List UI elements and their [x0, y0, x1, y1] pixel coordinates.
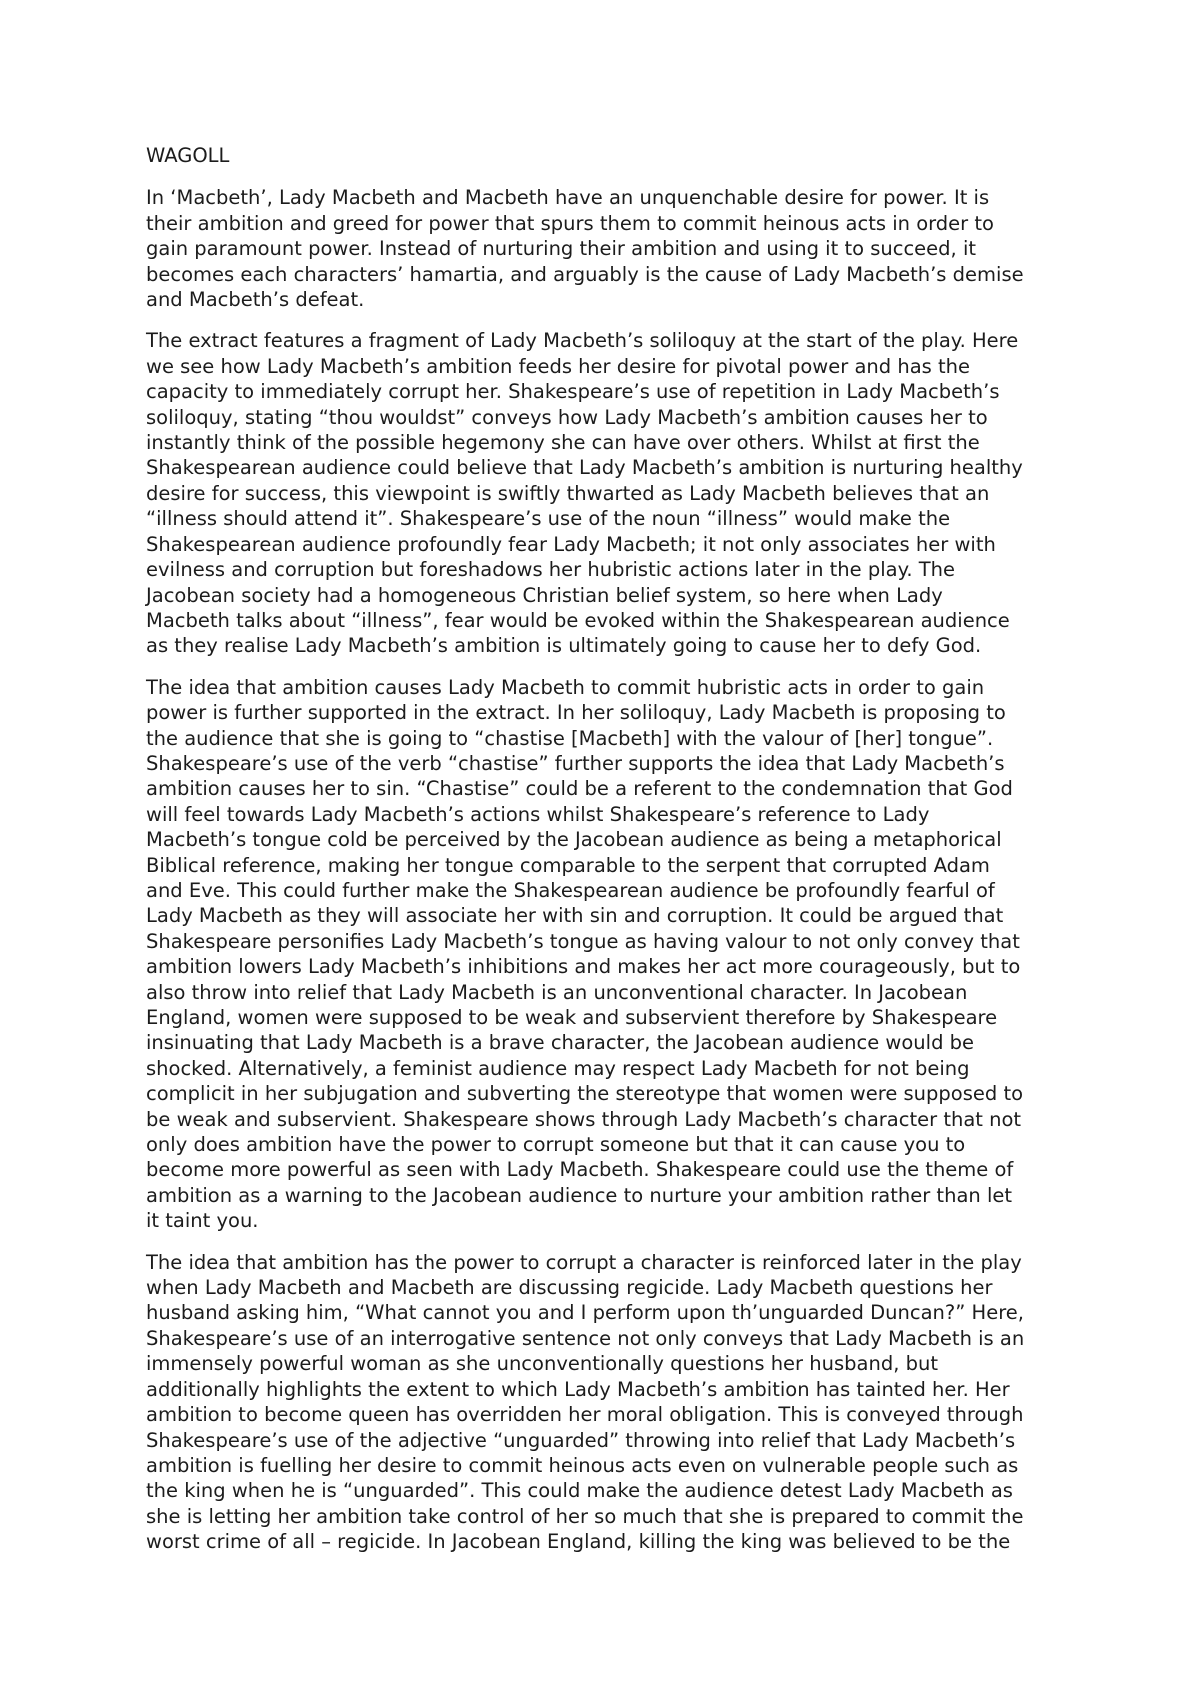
paragraph-regicide-analysis: The idea that ambition has the power to corrupt a character is reinforced later in the play when Lady Macbeth and Macbeth are discussing regicide. Lady Macbeth questions her husband asking him, “What cannot you and I perform upon th’unguarded Duncan?” Here, Shakespeare’s use of an interrogative sentence not only conveys that Lady Macbeth is an immensely powerful woman as she unconventionally questions her husband, but additionally highlights the extent to which Lady Macbeth’s ambition has tainted her. Her ambition to become queen has overridden her moral obligation. This is conveyed through Shakespeare’s use of the adjective “unguarded” throwing into relief that Lady Macbeth’s ambition is fuelling her desire to commit heinous acts even on vulnerable people such as the king when he is “unguarded”. This could make the audience detest Lady Macbeth as she is letting her ambition take control of her so much that she is prepared to commit the worst crime of all – regicide. In Jacobean England, killing the king was believed to be the — [146, 1250, 1025, 1554]
paragraph-introduction: In ‘Macbeth’, Lady Macbeth and Macbeth have an unquenchable desire for power. It is their ambition and greed for power that spurs them to commit heinous acts in order to gain paramount power. Instead of nurturing their ambition and using it to succeed, it becomes each characters’ hamartia, and arguably is the cause of Lady Macbeth’s demise and Macbeth’s defeat. — [146, 186, 1024, 312]
document-heading: WAGOLL — [146, 144, 230, 167]
paragraph-soliloquy-analysis: The extract features a fragment of Lady Macbeth’s soliloquy at the start of the play. Here we see how Lady Macbeth’s ambition feeds her desire for pivotal power and has the capacity to immediately corrupt her. Shakespeare’s use of repetition in Lady Macbeth’s soliloquy, stating “thou wouldst” conveys how Lady Macbeth’s ambition causes her to instantly think of the possible hegemony she can have over others. Whilst at first the Shakespearean audience could believe that Lady Macbeth’s ambition is nurturing healthy desire for success, this viewpoint is swiftly thwarted as Lady Macbeth believes that an “illness should attend it”. Shakespeare’s use of the noun “illness” would make the Shakespearean audience profoundly fear Lady Macbeth; it not only associates her with evilness and corruption but foreshadows her hubristic actions later in the play. The Jacobean society had a homogeneous Christian belief system, so here when Lady Macbeth talks about “illness”, fear would be evoked within the Shakespearean audience as they realise Lady Macbeth’s ambition is ultimately going to cause her to defy God. — [146, 329, 1023, 658]
paragraph-chastise-analysis: The idea that ambition causes Lady Macbeth to commit hubristic acts in order to gain power is further supported in the extract. In her soliloquy, Lady Macbeth is proposing to the audience that she is going to “chastise [Macbeth] with the valour of [her] tongue”. Shakespeare’s use of the verb “chastise” further supports the idea that Lady Macbeth’s ambition causes her to sin. “Chastise” could be a referent to the condemnation that God will feel towards Lady Macbeth’s actions whilst Shakespeare’s reference to Lady Macbeth’s tongue cold be perceived by the Jacobean audience as being a metaphorical Biblical reference, making her tongue comparable to the serpent that corrupted Adam and Eve. This could further make the Shakespearean audience be profoundly fearful of Lady Macbeth as they will associate her with sin and corruption. It could be argued that Shakespeare personifies Lady Macbeth’s tongue as having valour to not only convey that ambition lowers Lady Macbeth’s inhibitions and makes her act more courageously, but to also throw into relief that Lady Macbeth is an unconventional character. In Jacobean England, women were supposed to be weak and subservient therefore by Shakespeare insinuating that Lady Macbeth is a brave character, the Jacobean audience would be shocked. Alternatively, a feminist audience may respect Lady Macbeth for not being complicit in her subjugation and subverting the stereotype that women were supposed to be weak and subservient. Shakespeare shows through Lady Macbeth’s character that not only does ambition have the power to corrupt someone but that it can cause you to become more powerful as seen with Lady Macbeth. Shakespeare could use the theme of ambition as a warning to the Jacobean audience to nurture your ambition rather than let it taint you. — [146, 675, 1024, 1233]
document-page — [146, 143, 1066, 1571]
